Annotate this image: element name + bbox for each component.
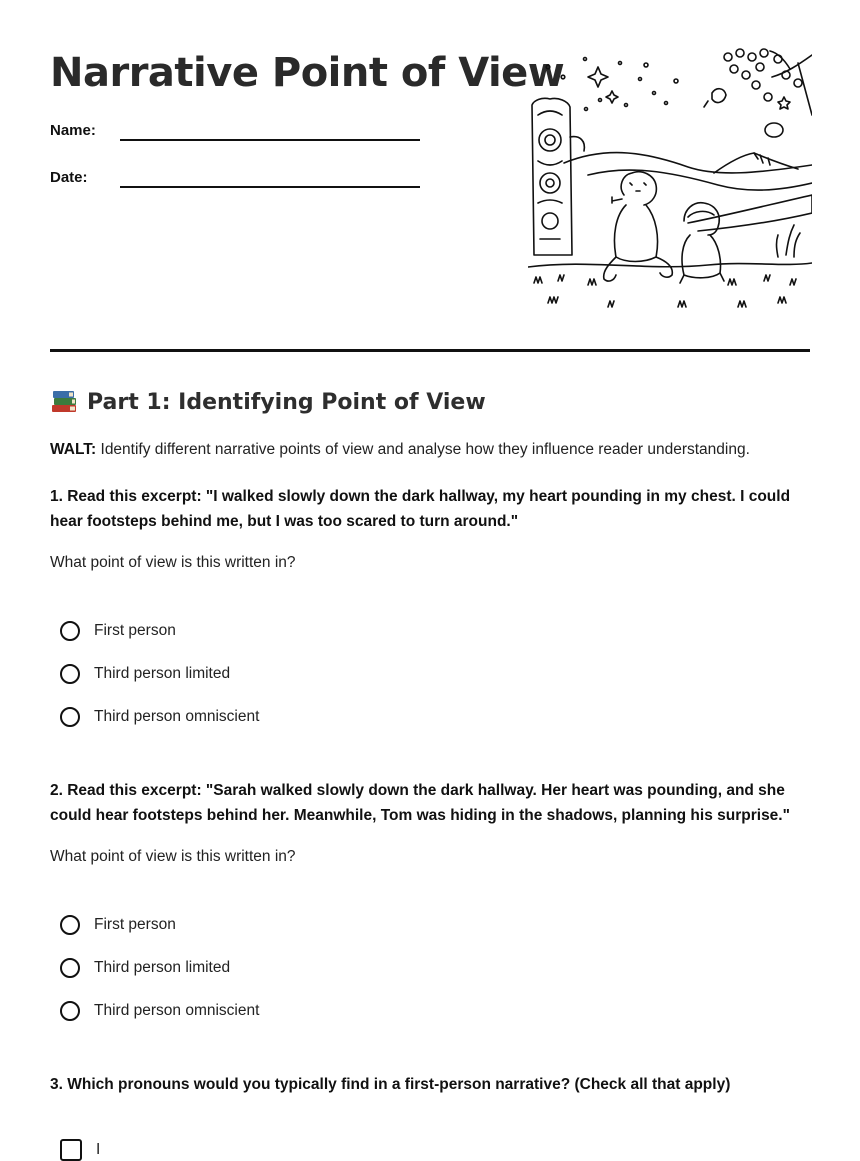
option-label: Third person omniscient [94, 708, 260, 725]
q1-option-third-person-omniscient[interactable] [60, 707, 259, 727]
question-1-prompt: What point of view is this written in? [50, 554, 296, 571]
option-label: Third person limited [94, 665, 231, 682]
name-input-line[interactable] [120, 139, 420, 141]
date-label: Date: [50, 169, 88, 186]
q3-option-i[interactable] [60, 1139, 100, 1161]
header-illustration [528, 45, 812, 325]
walt-label: WALT: [50, 441, 97, 458]
q1-option-first-person[interactable] [60, 621, 176, 641]
option-label: I [96, 1141, 101, 1158]
name-label: Name: [50, 122, 96, 139]
option-label: First person [94, 622, 176, 639]
walt-text: Identify different narrative points of view and analyse how they influence reader understanding. [96, 441, 750, 458]
question-1-title: 1. Read this excerpt: "I walked slowly down the dark hallway, my heart pounding in my chest. I could hear footsteps behind me, but I was too scared to turn around." [50, 488, 791, 530]
date-input-line[interactable] [120, 186, 420, 188]
part1-heading [50, 388, 486, 416]
radio-button[interactable] [60, 621, 80, 641]
q2-option-third-person-limited[interactable] [60, 958, 230, 978]
header-divider [50, 349, 810, 352]
name-field [50, 122, 120, 139]
radio-button[interactable] [60, 707, 80, 727]
question-2-prompt: What point of view is this written in? [50, 848, 296, 865]
option-label: Third person limited [94, 959, 231, 976]
q1-option-third-person-limited[interactable] [60, 664, 230, 684]
books-icon [50, 388, 78, 416]
walt-statement [50, 441, 750, 459]
q2-option-third-person-omniscient[interactable] [60, 1001, 259, 1021]
radio-button[interactable] [60, 1001, 80, 1021]
question-2-title: 2. Read this excerpt: "Sarah walked slowly down the dark hallway. Her heart was pounding, and she could hear footsteps behind her. Meanwhile, Tom was hiding in the shadows, planning his surprise." [50, 782, 790, 824]
radio-button[interactable] [60, 958, 80, 978]
option-label: Third person omniscient [94, 1002, 260, 1019]
question-3-title: 3. Which pronouns would you typically find in a first-person narrative? (Check all that apply) [50, 1076, 731, 1093]
part1-heading-text: Part 1: Identifying Point of View [87, 389, 486, 415]
checkbox[interactable] [60, 1139, 82, 1161]
radio-button[interactable] [60, 915, 80, 935]
q2-option-first-person[interactable] [60, 915, 176, 935]
option-label: First person [94, 916, 176, 933]
date-field [50, 169, 120, 186]
page-title: Narrative Point of View [50, 50, 565, 96]
radio-button[interactable] [60, 664, 80, 684]
